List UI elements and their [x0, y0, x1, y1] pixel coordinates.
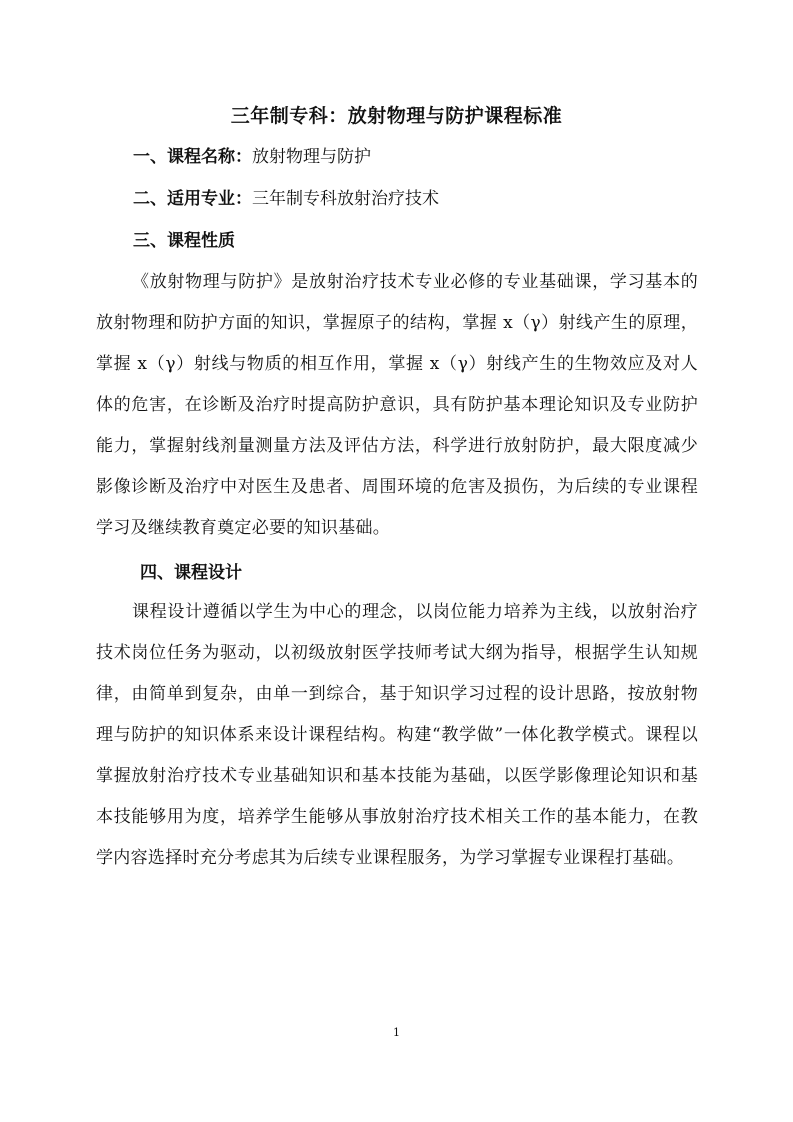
course-nature-heading: 三、课程性质: [133, 231, 235, 251]
section-course-nature-heading: [133, 226, 235, 256]
course-design-paragraph: 课程设计遵循以学生为中心的理念，以岗位能力培养为主线，以放射治疗技术岗位任务为驱动，以初级放射医学技师考试大纲为指导，根据学生认知规律，由简单到复杂，由单一到综合，基于知识学习过程的设计思路，按放射物理与防护的知识体系来设计课程结构。构建“教学做”一体化教学模式。课程以掌握放射治疗技术专业基础知识和基本技能为基础，以医学影像理论知识和基本技能够用为度，培养学生能够从事放射治疗技术相关工作的基本能力，在教学内容选择时充分考虑其为后续专业课程服务，为学习掌握专业课程打基础。: [96, 602, 698, 868]
applicable-major-label: 二、适用专业：: [133, 189, 252, 209]
course-design-heading: 四、课程设计: [140, 563, 242, 583]
document-title: 三年制专科：放射物理与防护课程标准: [230, 105, 563, 127]
course-nature-paragraph: 《放射物理与防护》是放射治疗技术专业必修的专业基础课，学习基本的放射物理和防护方面的知识，掌握原子的结构，掌握 x（γ）射线产生的原理，掌握 x（γ）射线与物质的相互作用，掌握 x（γ）射线产生的生物效应及对人体的危害，在诊断及治疗时提高防护意识，具有防护基本理论知识及专业防护能力，掌握射线剂量测量方法及评估方法，科学进行放射防护，最大限度减少影像诊断及治疗中对医生及患者、周围环境的危害及损伤，为后续的专业课程学习及继续教育奠定必要的知识基础。: [96, 272, 698, 538]
section-course-name: [133, 142, 371, 172]
section-course-design-heading: [140, 558, 242, 588]
course-name-value: 放射物理与防护: [252, 147, 371, 167]
applicable-major-value: 三年制专科放射治疗技术: [252, 189, 439, 209]
course-name-label: 一、课程名称：: [133, 147, 252, 167]
section-applicable-major: [133, 184, 439, 214]
page-number: 1: [393, 1026, 400, 1039]
